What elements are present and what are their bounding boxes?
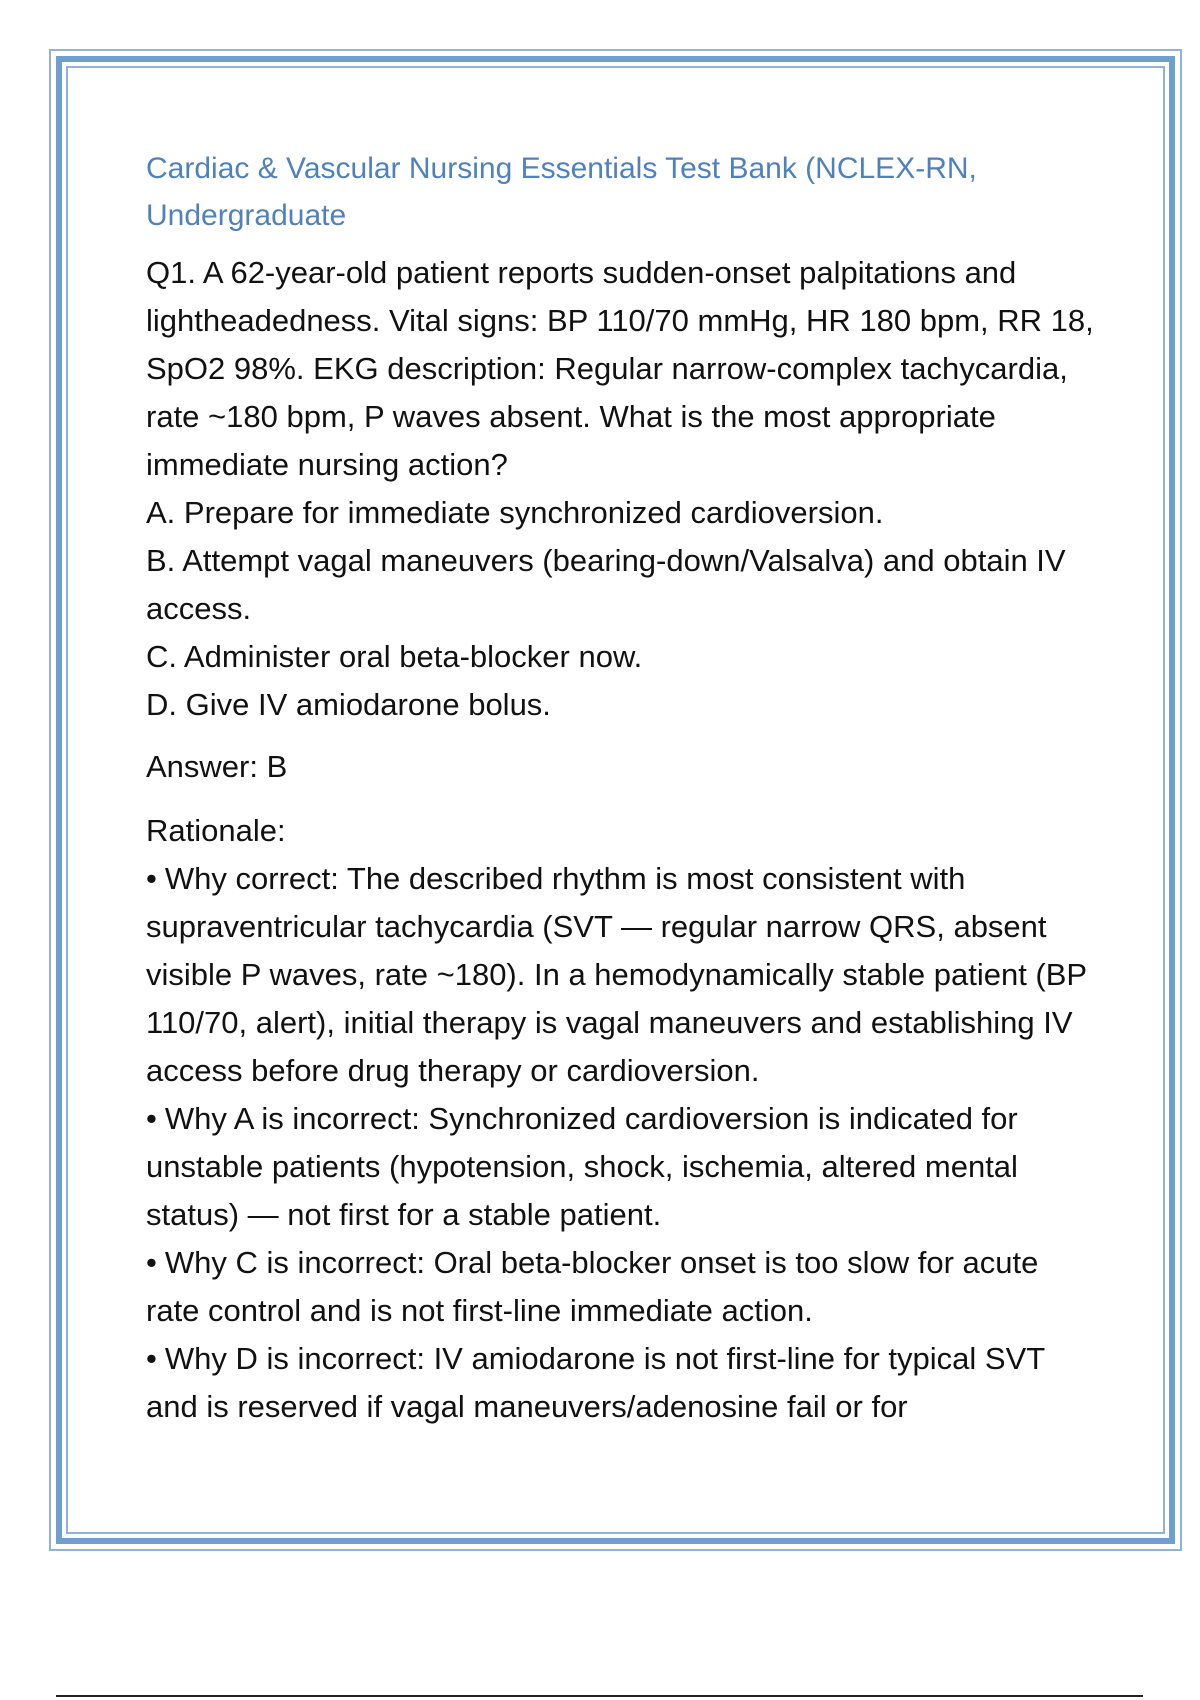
rationale-text: Why A is incorrect: Synchronized cardioversion is indicated for unstable patients (hypotension, shock, ischemia, altered mental status) — not first for a stable patient.: [146, 1101, 1018, 1232]
document-body: [146, 145, 1096, 1431]
option-d: D. Give IV amiodarone bolus.: [146, 687, 551, 722]
document-title: Cardiac & Vascular Nursing Essentials Test Bank (NCLEX-RN, Undergraduate: [146, 152, 977, 232]
option-c: C. Administer oral beta-blocker now.: [146, 639, 643, 674]
answer-options: [146, 489, 1096, 729]
rationale-item-c: [146, 1239, 1096, 1335]
footer-divider: [56, 1695, 1143, 1697]
question-stem: Q1. A 62-year-old patient reports sudden-onset palpitations and lightheadedness. Vital signs: BP 110/70 mmHg, HR 180 bpm, RR 18, SpO2 98%. EKG description: Regular narrow-complex tachycardia, rate ~180 bpm, P waves absent. What is the most appropriate immediate nursing action?: [146, 255, 1094, 482]
bullet-icon: •: [146, 1245, 157, 1280]
rationale-heading: Rationale:: [146, 813, 286, 848]
option-b: B. Attempt vagal maneuvers (bearing-down/Valsalva) and obtain IV access.: [146, 543, 1066, 626]
rationale-item-a: [146, 1095, 1096, 1239]
rationale-list: [146, 855, 1096, 1431]
rationale-item-d: [146, 1335, 1096, 1431]
rationale-text: Why D is incorrect: IV amiodarone is not first-line for typical SVT and is reserved if vagal maneuvers/adenosine fail or for: [146, 1341, 1045, 1424]
bullet-icon: •: [146, 861, 157, 896]
rationale-item-correct: [146, 855, 1096, 1095]
answer-key: Answer: B: [146, 749, 288, 784]
option-a: A. Prepare for immediate synchronized cardioversion.: [146, 495, 884, 530]
rationale-text: Why correct: The described rhythm is most consistent with supraventricular tachycardia (SVT — regular narrow QRS, absent visible P waves, rate ~180). In a hemodynamically stable patient (BP 110/70, alert), initial therapy is vagal maneuvers and establishing IV access before drug therapy or cardioversion.: [146, 861, 1087, 1088]
bullet-icon: •: [146, 1341, 157, 1376]
bullet-icon: •: [146, 1101, 157, 1136]
rationale-text: Why C is incorrect: Oral beta-blocker onset is too slow for acute rate control and is not first-line immediate action.: [146, 1245, 1039, 1328]
